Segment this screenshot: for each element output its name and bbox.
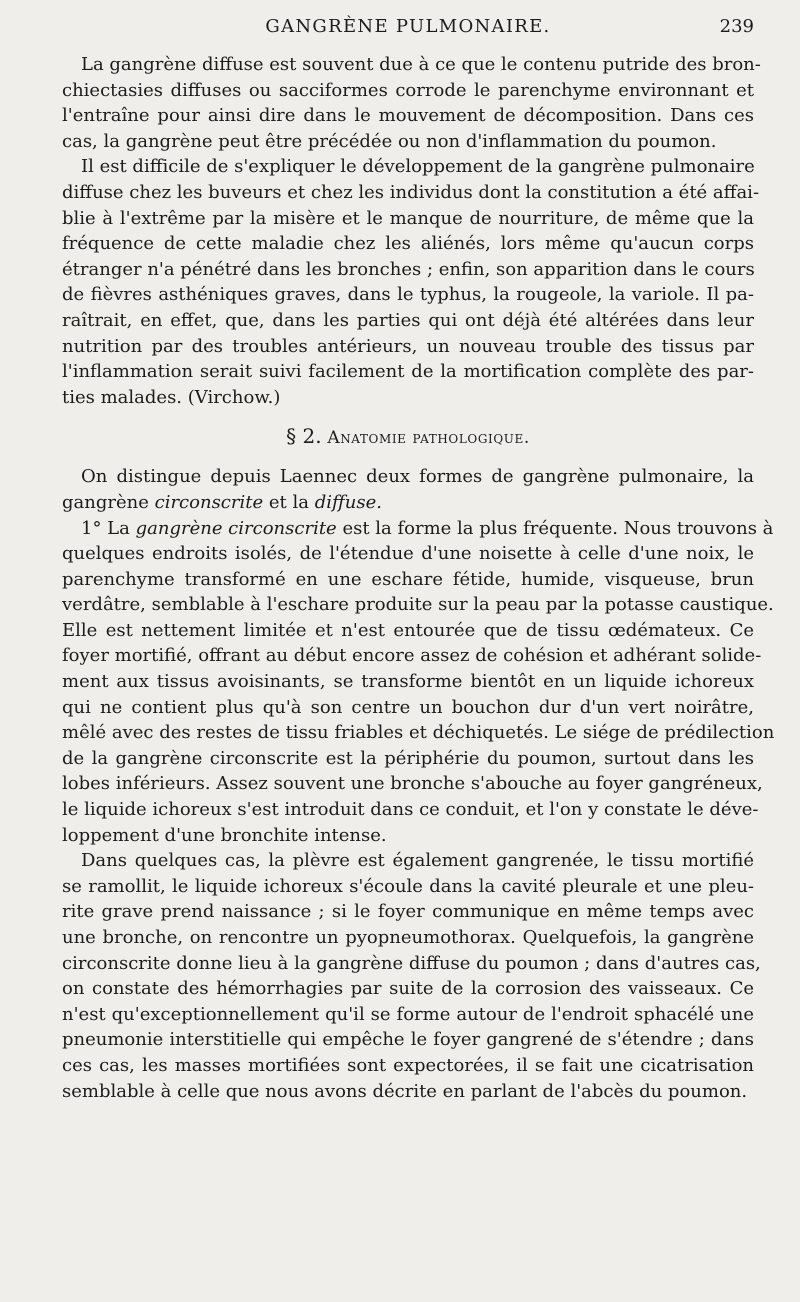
text-line: loppement d'une bronchite intense. [62,824,387,846]
text-line: ties malades. (Virchow.) [62,386,281,408]
text-line [62,490,754,516]
text-line: n'est qu'exceptionnellement qu'il se forme autour de l'endroit sphacélé une [62,1003,754,1025]
paragraph-2 [62,154,760,410]
text-line: se ramollit, le liquide ichoreux s'écoule dans la cavité pleurale et une pleu- [62,875,754,897]
section-number: § 2. [286,424,322,449]
text-line: ces cas, les masses mortifiées sont expectorées, il se fait une cicatrisation [62,1054,754,1076]
text-line: foyer mortifié, offrant au début encore assez de cohésion et adhérant solide- [62,645,762,667]
text-line: lobes inférieurs. Assez souvent une bronche s'abouche au foyer gangréneux, [62,773,763,795]
text-line: de la gangrène circonscrite est la périphérie du poumon, surtout dans les [62,747,754,769]
text-line: diffuse chez les buveurs et chez les individus dont la constitution a été affai- [62,181,760,203]
body-text [62,52,775,1104]
text-line: quelques endroits isolés, de l'étendue d'une noisette à celle d'une noix, le [62,543,754,565]
text-line: Il est difficile de s'expliquer le développement de la gangrène pulmonaire [81,156,755,178]
text-line: cas, la gangrène peut être précédée ou non d'inflammation du poumon. [62,130,717,152]
text-line: raîtrait, en effet, que, dans les parties qui ont déjà été altérées dans leur [62,309,754,331]
text-line: La gangrène diffuse est souvent due à ce que le contenu putride des bron- [81,54,761,75]
page-number: 239 [719,16,754,37]
paragraph-1 [62,52,761,154]
text-line: verdâtre, semblable à l'eschare produite sur la peau par la potasse caustique. [62,594,774,616]
text-run: 1° La [81,517,130,539]
text-line: nutrition par des troubles antérieurs, un nouveau trouble des tissus par [62,335,754,357]
text-run: est la forme la plus fréquente. Nous trouvons à [342,517,774,539]
text-line: mêlé avec des restes de tissu friables et déchiquetés. Le siége de prédilection [62,722,775,744]
italic-term: gangrène circonscrite [135,517,337,539]
text-line: parenchyme transformé en une eschare fétide, humide, visqueuse, brun [62,568,754,590]
paragraph-3 [62,464,754,515]
text-line: On distingue depuis Laennec deux formes de gangrène pulmonaire, la [81,466,754,488]
italic-term: circonscrite [154,491,264,513]
text-line: le liquide ichoreux s'est introduit dans ce conduit, et l'on y constate le déve- [62,799,759,821]
text-line [62,516,774,542]
text-line: circonscrite donne lieu à la gangrène diffuse du poumon ; dans d'autres cas, [62,952,761,974]
text-line: l'entraîne pour ainsi dire dans le mouvement de décomposition. Dans ces [62,105,754,127]
text-line: l'inflammation serait suivi facilement de la mortification complète des par- [62,361,754,383]
text-line: de fièvres asthéniques graves, dans le typhus, la rougeole, la variole. Il pa- [62,284,754,306]
paragraph-4 [62,516,775,849]
text-line: qui ne contient plus qu'à son centre un bouchon dur d'un vert noirâtre, [62,696,754,718]
text-line: rite grave prend naissance ; si le foyer communique en même temps avec [62,901,754,923]
text-line: Dans quelques cas, la plèvre est également gangrenée, le tissu mortifié [81,850,754,872]
text-line: ment aux tissus avoisinants, se transforme bientôt en un liquide ichoreux [62,671,754,693]
page-header [62,16,754,46]
italic-term: diffuse. [314,491,382,513]
text-line: étranger n'a pénétré dans les bronches ; enfin, son apparition dans le cours [62,258,755,280]
section-title: Anatomie pathologique. [327,428,530,449]
text-line: semblable à celle que nous avons décrite en parlant de l'abcès du poumon. [62,1080,748,1102]
text-line: pneumonie interstitielle qui empêche le foyer gangrené de s'étendre ; dans [62,1029,754,1051]
section-heading [62,422,754,450]
text-run: et la [268,491,309,513]
running-title: GANGRÈNE PULMONAIRE. [265,16,551,37]
text-line: blie à l'extrême par la misère et le manque de nourriture, de même que la [62,207,754,229]
text-line: Elle est nettement limitée et n'est entourée que de tissu œdémateux. Ce [62,619,754,641]
text-run: gangrène [62,491,149,513]
text-line: fréquence de cette maladie chez les aliénés, lors même qu'aucun corps [62,233,754,255]
text-line: chiectasies diffuses ou sacciformes corrode le parenchyme environnant et [62,79,754,101]
text-line: on constate des hémorrhagies par suite de la corrosion des vaisseaux. Ce [62,978,754,1000]
paragraph-5 [62,848,761,1104]
text-line: une bronche, on rencontre un pyopneumothorax. Quelquefois, la gangrène [62,927,754,948]
